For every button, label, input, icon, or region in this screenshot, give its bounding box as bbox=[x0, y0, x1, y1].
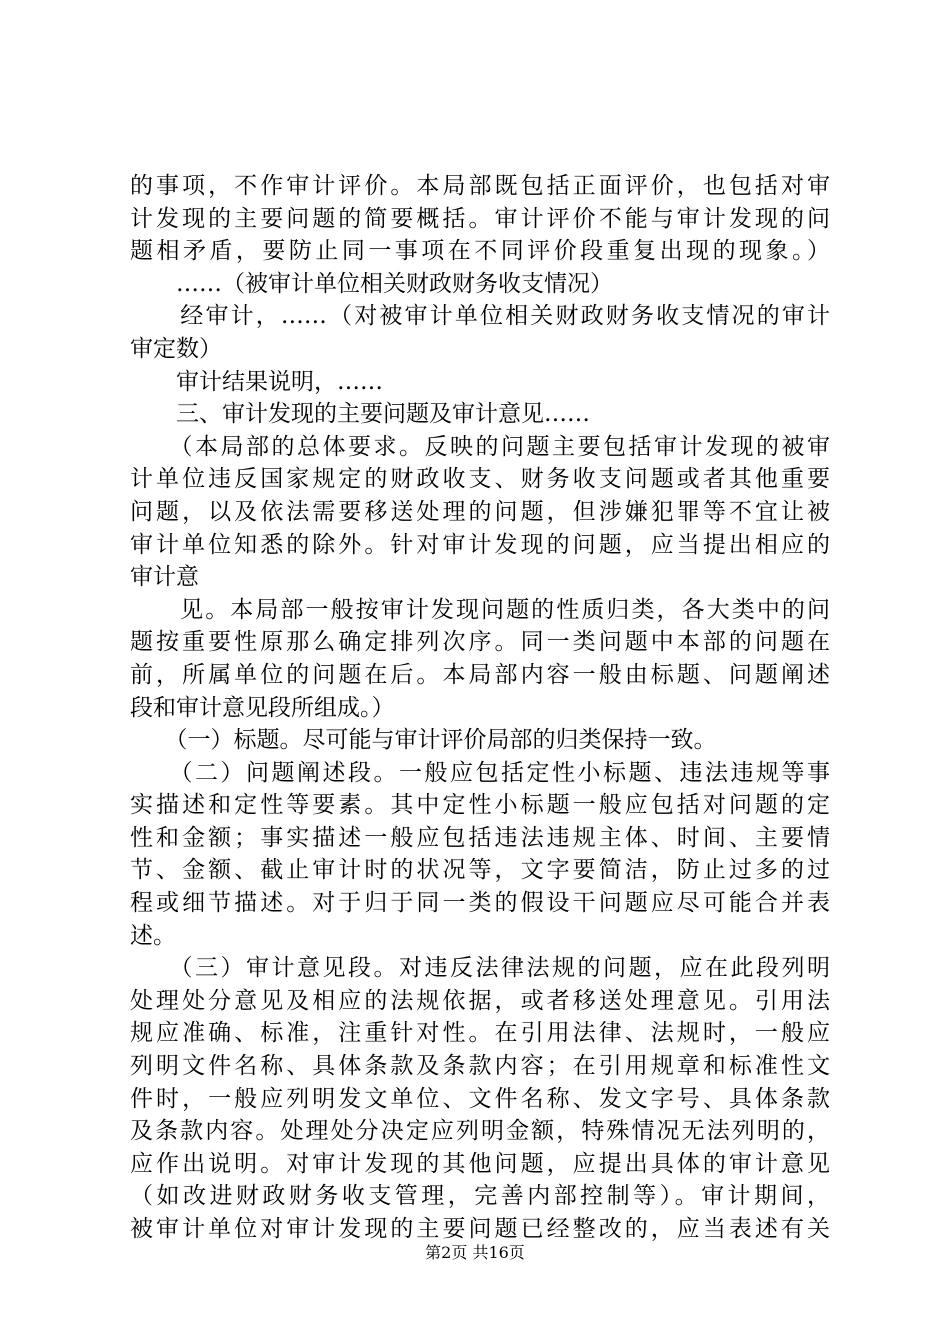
text-line: 节、金额、截止审计时的状况等，文字要简洁，防止过多的过 bbox=[130, 857, 830, 884]
text-line: 审计单位知悉的除外。针对审计发现的问题，应当提出相应的 bbox=[130, 531, 830, 558]
text-line: 题按重要性原那么确定排列次序。同一类问题中本部的问题在 bbox=[130, 629, 830, 656]
page-footer: 第2页 共16页 bbox=[425, 1243, 525, 1262]
text-line: 列明文件名称、具体条款及条款内容；在引用规章和标准性文 bbox=[130, 1053, 830, 1080]
text-line: 应作出说明。对审计发现的其他问题，应提出具体的审计意见 bbox=[130, 1150, 830, 1177]
text-line: 计发现的主要问题的简要概括。审计评价不能与审计发现的问 bbox=[130, 205, 830, 232]
text-line: 被审计单位对审计发现的主要问题已经整改的，应当表述有关 bbox=[130, 1216, 830, 1242]
text-line: 程或细节描述。对于归于同一类的假设干问题应尽可能合并表 bbox=[130, 890, 830, 917]
text-line: 三、审计发现的主要问题及审计意见…… bbox=[130, 401, 590, 428]
text-line: 经审计，……（对被审计单位相关财政财务收支情况的审计 bbox=[130, 303, 830, 330]
text-line: （一）标题。尽可能与审计评价局部的归类保持一致。 bbox=[130, 727, 717, 754]
text-line: （如改进财政财务收支管理，完善内部控制等）。审计期间， bbox=[130, 1183, 830, 1210]
text-line: 及条款内容。处理处分决定应列明金额，特殊情况无法列明的， bbox=[130, 1118, 830, 1145]
document-body bbox=[130, 170, 830, 1246]
text-line: 见。本局部一般按审计发现问题的性质归类，各大类中的问 bbox=[130, 596, 830, 623]
text-line: 段和审计意见段所组成。） bbox=[130, 694, 395, 721]
text-line: 的事项，不作审计评价。本局部既包括正面评价，也包括对审 bbox=[130, 173, 830, 199]
text-line: （本局部的总体要求。反映的问题主要包括审计发现的被审 bbox=[130, 433, 830, 460]
text-line: （二）问题阐述段。一般应包括定性小标题、违法违规等事 bbox=[130, 759, 830, 786]
text-line: 处理处分意见及相应的法规依据，或者移送处理意见。引用法 bbox=[130, 987, 830, 1014]
text-line: 审定数） bbox=[130, 335, 222, 362]
text-line: 述。 bbox=[130, 922, 176, 949]
text-line: （三）审计意见段。对违反法律法规的问题，应在此段列明 bbox=[130, 955, 830, 982]
text-line: 实描述和定性等要素。其中定性小标题一般应包括对问题的定 bbox=[130, 792, 830, 819]
text-line: 审计结果说明，…… bbox=[130, 368, 383, 395]
text-line: 前，所属单位的问题在后。本局部内容一般由标题、问题阐述 bbox=[130, 661, 830, 688]
text-line: 题相矛盾，要防止同一事项在不同评价段重复出现的现象。） bbox=[130, 238, 830, 265]
text-line: 审计意 bbox=[130, 564, 199, 591]
text-line: 计单位违反国家规定的财政收支、财务收支问题或者其他重要 bbox=[130, 466, 830, 493]
text-line: ……（被审计单位相关财政财务收支情况） bbox=[130, 270, 613, 297]
text-line: 件时，一般应列明发文单位、文件名称、发文字号、具体条款 bbox=[130, 1085, 830, 1112]
text-line: 规应准确、标准，注重针对性。在引用法律、法规时，一般应 bbox=[130, 1020, 830, 1047]
text-line: 问题，以及依法需要移送处理的问题，但涉嫌犯罪等不宜让被 bbox=[130, 498, 830, 525]
text-line: 性和金额；事实描述一般应包括违法违规主体、时间、主要情 bbox=[130, 824, 830, 851]
